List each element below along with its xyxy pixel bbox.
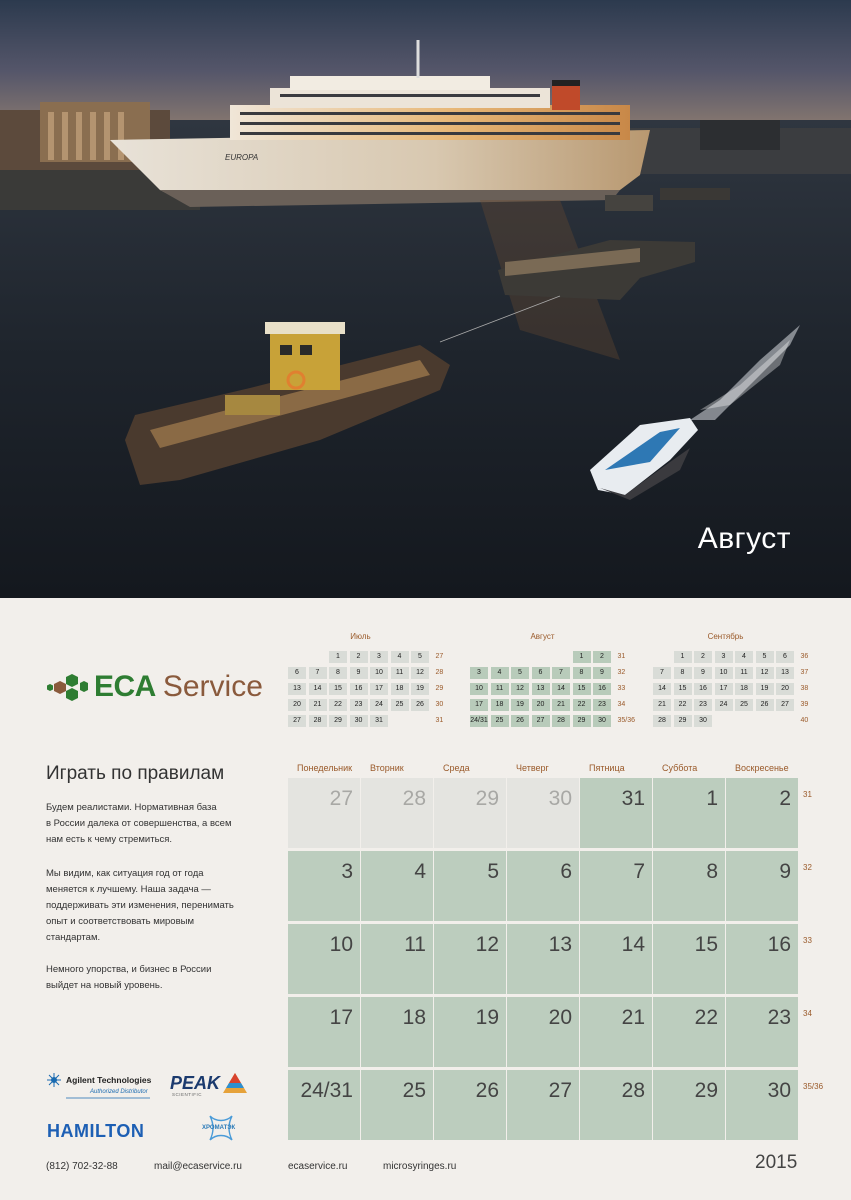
mini-day: 8 bbox=[573, 667, 591, 679]
mini-day: 8 bbox=[329, 667, 347, 679]
mini-week-number: 29 bbox=[435, 685, 444, 692]
calendar-day-number: 14 bbox=[621, 933, 645, 956]
chromatek-name: ХРОМАТЭК bbox=[202, 1125, 236, 1131]
mini-day: 22 bbox=[674, 699, 692, 711]
mini-day: 16 bbox=[350, 683, 368, 695]
mini-day: 27 bbox=[776, 699, 794, 711]
mini-calendars bbox=[288, 632, 818, 732]
mini-day: 24 bbox=[370, 699, 388, 711]
calendar-day-cell bbox=[434, 924, 506, 994]
mini-day: 15 bbox=[674, 683, 692, 695]
calendar-day-number: 16 bbox=[767, 933, 791, 956]
month-title: Август bbox=[697, 522, 791, 555]
calendar-day-number: 18 bbox=[402, 1006, 426, 1029]
calendar-day-number: 7 bbox=[633, 860, 645, 883]
mini-day: 31 bbox=[370, 715, 388, 727]
mini-day: 7 bbox=[309, 667, 327, 679]
calendar-day-cell bbox=[507, 851, 579, 921]
weekday-header: Понедельник bbox=[297, 763, 353, 773]
mini-day: 1 bbox=[674, 651, 692, 663]
mini-day: 15 bbox=[329, 683, 347, 695]
mini-day: 15 bbox=[573, 683, 591, 695]
agilent-logo bbox=[46, 1072, 166, 1107]
weekday-header: Вторник bbox=[370, 763, 404, 773]
calendar-day-cell bbox=[580, 1070, 652, 1140]
calendar-day-number: 24/31 bbox=[300, 1079, 353, 1102]
mini-day bbox=[532, 651, 550, 663]
calendar-day-number: 19 bbox=[475, 1006, 499, 1029]
calendar-day-cell bbox=[288, 851, 360, 921]
weekday-header: Пятница bbox=[589, 763, 625, 773]
calendar-day-cell bbox=[288, 1070, 360, 1140]
mini-day: 6 bbox=[532, 667, 550, 679]
mini-day: 17 bbox=[715, 683, 733, 695]
calendar-day-number: 28 bbox=[621, 1079, 645, 1102]
cover-photo bbox=[0, 0, 851, 598]
calendar-day-cell bbox=[580, 778, 652, 848]
calendar-day-number: 27 bbox=[329, 787, 353, 810]
week-number: 34 bbox=[803, 1009, 812, 1018]
mini-week-number: 32 bbox=[617, 669, 626, 676]
hexagon-logo-icon bbox=[46, 666, 88, 708]
mini-calendar-title: Сентябрь bbox=[707, 632, 744, 641]
calendar-day-cell bbox=[361, 924, 433, 994]
mini-week-number: 27 bbox=[435, 653, 444, 660]
mini-day: 28 bbox=[552, 715, 570, 727]
calendar-day-cell bbox=[726, 851, 798, 921]
mini-day: 13 bbox=[532, 683, 550, 695]
calendar-day-number: 9 bbox=[779, 860, 791, 883]
mini-week-number: 34 bbox=[617, 701, 626, 708]
mini-day: 1 bbox=[329, 651, 347, 663]
mini-day: 9 bbox=[593, 667, 611, 679]
mini-day: 26 bbox=[411, 699, 429, 711]
weekday-header: Четверг bbox=[516, 763, 549, 773]
mini-day: 23 bbox=[593, 699, 611, 711]
calendar-day-number: 15 bbox=[694, 933, 718, 956]
mini-day: 19 bbox=[511, 699, 529, 711]
calendar-day-cell bbox=[361, 997, 433, 1067]
mini-day bbox=[491, 651, 509, 663]
mini-day: 16 bbox=[694, 683, 712, 695]
mini-day: 13 bbox=[288, 683, 306, 695]
mini-day: 12 bbox=[411, 667, 429, 679]
article-title: Играть по правилам bbox=[46, 763, 225, 784]
mini-week-number: 28 bbox=[435, 669, 444, 676]
calendar-day-cell bbox=[434, 997, 506, 1067]
mini-day: 12 bbox=[511, 683, 529, 695]
mini-day: 2 bbox=[593, 651, 611, 663]
mini-day: 30 bbox=[694, 715, 712, 727]
calendar-day-number: 5 bbox=[487, 860, 499, 883]
mini-day: 23 bbox=[694, 699, 712, 711]
calendar-day-cell bbox=[580, 997, 652, 1067]
chromatek-logo bbox=[200, 1112, 242, 1144]
mini-day: 29 bbox=[329, 715, 347, 727]
mini-week-number: 40 bbox=[800, 717, 809, 724]
calendar-day-number: 22 bbox=[694, 1006, 718, 1029]
calendar-day-number: 27 bbox=[548, 1079, 572, 1102]
mini-day bbox=[653, 651, 671, 663]
mini-day bbox=[288, 651, 306, 663]
logo-eca-text: ECA bbox=[94, 670, 156, 703]
calendar-day-number: 10 bbox=[329, 933, 353, 956]
mini-day: 19 bbox=[756, 683, 774, 695]
svg-text:EUROPA: EUROPA bbox=[225, 153, 259, 162]
mini-day: 3 bbox=[470, 667, 488, 679]
calendar-day-cell bbox=[361, 1070, 433, 1140]
mini-day: 18 bbox=[735, 683, 753, 695]
mini-day: 3 bbox=[715, 651, 733, 663]
agilent-subtitle: Authorized Distributor bbox=[90, 1089, 148, 1095]
mini-day: 11 bbox=[735, 667, 753, 679]
calendar-day-cell bbox=[507, 778, 579, 848]
calendar-day-cell bbox=[507, 1070, 579, 1140]
calendar-day-number: 29 bbox=[694, 1079, 718, 1102]
peak-subtitle: SCIENTIFIC bbox=[172, 1092, 203, 1097]
mini-day: 4 bbox=[391, 651, 409, 663]
calendar-day-cell bbox=[726, 1070, 798, 1140]
mini-day bbox=[309, 651, 327, 663]
mini-day: 4 bbox=[735, 651, 753, 663]
calendar-day-cell bbox=[434, 1070, 506, 1140]
week-number: 35/36 bbox=[803, 1082, 824, 1091]
mini-day: 5 bbox=[756, 651, 774, 663]
mini-day: 21 bbox=[309, 699, 327, 711]
mini-day: 11 bbox=[491, 683, 509, 695]
calendar-day-number: 17 bbox=[329, 1006, 353, 1029]
mini-day: 20 bbox=[288, 699, 306, 711]
mini-day: 26 bbox=[756, 699, 774, 711]
calendar-day-cell bbox=[653, 778, 725, 848]
mini-day bbox=[776, 715, 794, 727]
calendar-day-number: 31 bbox=[621, 787, 645, 810]
mini-day bbox=[735, 715, 753, 727]
calendar-day-cell bbox=[434, 851, 506, 921]
calendar-day-cell bbox=[653, 851, 725, 921]
calendar-day-cell bbox=[361, 778, 433, 848]
mini-day: 26 bbox=[511, 715, 529, 727]
mini-day: 19 bbox=[411, 683, 429, 695]
mini-week-number: 31 bbox=[617, 653, 626, 660]
calendar-day-cell bbox=[580, 851, 652, 921]
hamilton-name: HAMILTON bbox=[47, 1121, 145, 1141]
mini-day: 23 bbox=[350, 699, 368, 711]
email-link[interactable]: mail@ecaservice.ru bbox=[154, 1161, 242, 1172]
mini-day: 29 bbox=[573, 715, 591, 727]
calendar-day-number: 2 bbox=[779, 787, 791, 810]
mini-day: 2 bbox=[350, 651, 368, 663]
mini-day bbox=[391, 715, 409, 727]
peak-triangle-icon bbox=[222, 1072, 248, 1094]
calendar-day-cell bbox=[361, 851, 433, 921]
week-number: 32 bbox=[803, 863, 812, 872]
mini-day: 5 bbox=[511, 667, 529, 679]
calendar-day-number: 11 bbox=[404, 933, 426, 956]
mini-day: 6 bbox=[288, 667, 306, 679]
mini-week-number: 38 bbox=[800, 685, 809, 692]
mini-day: 11 bbox=[391, 667, 409, 679]
mini-day bbox=[511, 651, 529, 663]
calendar-day-cell bbox=[507, 924, 579, 994]
calendar-day-number: 13 bbox=[548, 933, 572, 956]
calendar-day-cell bbox=[653, 997, 725, 1067]
mini-day: 10 bbox=[470, 683, 488, 695]
mini-day bbox=[552, 651, 570, 663]
mini-calendar-title: Август bbox=[530, 632, 555, 641]
mini-day bbox=[715, 715, 733, 727]
calendar-day-number: 8 bbox=[706, 860, 718, 883]
eca-logo bbox=[46, 666, 263, 708]
mini-day: 30 bbox=[593, 715, 611, 727]
mini-day: 9 bbox=[694, 667, 712, 679]
peak-name: PEAK bbox=[170, 1073, 221, 1093]
mini-day: 21 bbox=[552, 699, 570, 711]
weekday-header: Суббота bbox=[662, 763, 698, 773]
mini-week-number: 30 bbox=[435, 701, 444, 708]
mini-day: 25 bbox=[391, 699, 409, 711]
calendar-day-number: 28 bbox=[402, 787, 426, 810]
weekday-header: Среда bbox=[443, 763, 470, 773]
calendar-day-cell bbox=[580, 924, 652, 994]
calendar-day-cell bbox=[653, 924, 725, 994]
calendar-day-cell bbox=[726, 997, 798, 1067]
week-number: 31 bbox=[803, 790, 812, 799]
mini-day bbox=[411, 715, 429, 727]
mini-week-number: 31 bbox=[435, 717, 444, 724]
mini-day: 8 bbox=[674, 667, 692, 679]
mini-day: 7 bbox=[552, 667, 570, 679]
mini-day: 2 bbox=[694, 651, 712, 663]
calendar-day-cell bbox=[653, 1070, 725, 1140]
mini-day: 10 bbox=[370, 667, 388, 679]
calendar-day-cell bbox=[507, 997, 579, 1067]
article-paragraph-3: Немного упорства, и бизнес в России выйдет на новый уровень. bbox=[46, 964, 212, 991]
logo-service-text: Service bbox=[162, 670, 263, 703]
mini-calendar-title: Июль bbox=[350, 632, 371, 641]
mini-day: 29 bbox=[674, 715, 692, 727]
mini-day: 27 bbox=[288, 715, 306, 727]
mini-day: 14 bbox=[309, 683, 327, 695]
calendar-day-cell bbox=[726, 778, 798, 848]
calendar-day-number: 4 bbox=[414, 860, 426, 883]
hamilton-logo bbox=[47, 1121, 144, 1142]
mini-day: 4 bbox=[491, 667, 509, 679]
mini-day: 21 bbox=[653, 699, 671, 711]
calendar-day-cell bbox=[726, 924, 798, 994]
article-paragraph-1: Будем реалистами. Нормативная база в России далека от совершенства, а всем нам есть к чему стремиться. bbox=[46, 802, 232, 845]
calendar-day-number: 29 bbox=[475, 787, 499, 810]
mini-day: 20 bbox=[532, 699, 550, 711]
calendar-day-number: 1 bbox=[706, 787, 718, 810]
calendar-day-number: 30 bbox=[767, 1079, 791, 1102]
mini-day: 5 bbox=[411, 651, 429, 663]
mini-day: 17 bbox=[470, 699, 488, 711]
mini-day: 18 bbox=[491, 699, 509, 711]
mini-day: 28 bbox=[653, 715, 671, 727]
calendar-day-number: 23 bbox=[767, 1006, 791, 1029]
calendar-day-cell bbox=[288, 778, 360, 848]
mini-day: 17 bbox=[370, 683, 388, 695]
weekday-header: Воскресенье bbox=[735, 763, 789, 773]
mini-day: 25 bbox=[735, 699, 753, 711]
agilent-name: Agilent Technologies bbox=[66, 1075, 152, 1085]
calendar-day-number: 30 bbox=[548, 787, 572, 810]
calendar-day-number: 21 bbox=[621, 1006, 645, 1029]
mini-week-number: 33 bbox=[617, 685, 626, 692]
mini-day: 12 bbox=[756, 667, 774, 679]
week-number: 33 bbox=[803, 936, 812, 945]
calendar-day-number: 6 bbox=[560, 860, 572, 883]
mini-day: 22 bbox=[329, 699, 347, 711]
mini-day bbox=[756, 715, 774, 727]
mini-day: 30 bbox=[350, 715, 368, 727]
mini-day: 10 bbox=[715, 667, 733, 679]
mini-day: 3 bbox=[370, 651, 388, 663]
calendar-day-number: 26 bbox=[475, 1079, 499, 1102]
mini-day: 20 bbox=[776, 683, 794, 695]
website-link[interactable]: ecaservice.ru bbox=[288, 1161, 348, 1172]
mini-day: 27 bbox=[532, 715, 550, 727]
mini-day: 25 bbox=[491, 715, 509, 727]
calendar-day-number: 20 bbox=[548, 1006, 572, 1029]
mini-day: 6 bbox=[776, 651, 794, 663]
agilent-spark-icon bbox=[47, 1073, 61, 1087]
mini-day: 1 bbox=[573, 651, 591, 663]
calendar-day-cell bbox=[288, 924, 360, 994]
mini-day: 9 bbox=[350, 667, 368, 679]
calendar-day-number: 25 bbox=[402, 1079, 426, 1102]
peak-logo bbox=[170, 1073, 221, 1097]
mini-day: 28 bbox=[309, 715, 327, 727]
phone-number: (812) 702-32-88 bbox=[46, 1161, 118, 1172]
mini-day: 24/31 bbox=[470, 715, 488, 727]
mini-day: 14 bbox=[552, 683, 570, 695]
calendar-day-cell bbox=[434, 778, 506, 848]
mini-week-number: 37 bbox=[800, 669, 809, 676]
calendar-day-number: 12 bbox=[475, 933, 499, 956]
mini-day: 7 bbox=[653, 667, 671, 679]
microsyringes-link[interactable]: microsyringes.ru bbox=[383, 1161, 457, 1172]
mini-week-number: 35/36 bbox=[617, 717, 636, 724]
mini-day: 14 bbox=[653, 683, 671, 695]
mini-day: 13 bbox=[776, 667, 794, 679]
mini-day: 24 bbox=[715, 699, 733, 711]
mini-week-number: 36 bbox=[800, 653, 809, 660]
mini-day bbox=[470, 651, 488, 663]
mini-day: 16 bbox=[593, 683, 611, 695]
mini-day: 22 bbox=[573, 699, 591, 711]
calendar-day-number: 3 bbox=[341, 860, 353, 883]
calendar-day-cell bbox=[288, 997, 360, 1067]
year: 2015 bbox=[755, 1152, 798, 1173]
mini-week-number: 39 bbox=[800, 701, 809, 708]
mini-day: 18 bbox=[391, 683, 409, 695]
article-paragraph-2: Мы видим, как ситуация год от года меняется к лучшему. Наша задача — поддерживать эти изменения, перенимать опыт и соответствовать мировым стандартам. bbox=[46, 868, 234, 943]
